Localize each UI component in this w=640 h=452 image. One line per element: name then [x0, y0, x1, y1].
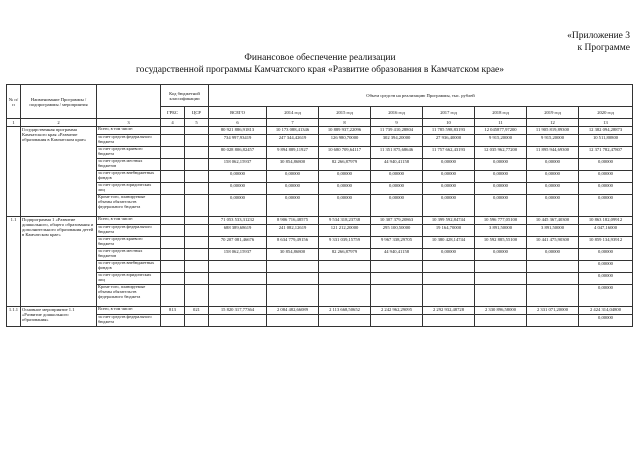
grbs-code	[161, 237, 185, 249]
funding-source-label: за счет средств федерального бюджета	[97, 135, 161, 147]
csr-code	[185, 261, 209, 273]
amount-cell: 0,00000	[475, 183, 527, 195]
header-source	[97, 85, 161, 119]
funding-source-label: за счет средств краевого бюджета	[97, 237, 161, 249]
section-name: Подпрограмма 1 «Развитие дошкольного, общего образования и дополнительного образования детей в Камчатском крае»	[21, 217, 97, 307]
column-number: 1	[7, 119, 21, 127]
amount-cell: 3 891,50000	[527, 225, 579, 237]
amount-cell: 302 394,20000	[371, 135, 423, 147]
amount-cell: 0,00000	[209, 183, 267, 195]
amount-cell: 0,00000	[209, 171, 267, 183]
amount-cell: 0,00000	[527, 195, 579, 217]
appendix-note	[567, 30, 630, 54]
csr-code	[185, 237, 209, 249]
header-2020: 2020 год	[579, 107, 633, 119]
amount-cell: 0,00000	[527, 171, 579, 183]
amount-cell	[319, 273, 371, 285]
funding-source-label: Кроме того, планируемые объемы обязательств федерального бюджета	[97, 195, 161, 217]
amount-cell: 10 380 428,14744	[423, 237, 475, 249]
csr-code	[185, 315, 209, 327]
amount-cell: 9 534 318,23738	[319, 217, 371, 225]
column-number: 3	[97, 119, 161, 127]
amount-cell: 19 164,70000	[423, 225, 475, 237]
grbs-code	[161, 315, 185, 327]
grbs-code	[161, 147, 185, 159]
header-total: ВСЕГО	[209, 107, 267, 119]
amount-cell: 0,00000	[423, 159, 475, 171]
amount-cell: 70 207 081,46676	[209, 237, 267, 249]
amount-cell	[423, 261, 475, 273]
amount-cell: 10 307 379,20863	[371, 217, 423, 225]
amount-cell: 0,00000	[319, 183, 371, 195]
amount-cell: 247 344,42619	[267, 135, 319, 147]
amount-cell	[267, 285, 319, 307]
header-2019: 2019 год	[527, 107, 579, 119]
grbs-code	[161, 159, 185, 171]
amount-cell: 11 739 410,28804	[371, 127, 423, 135]
amount-cell: 10 592 885,55100	[475, 237, 527, 249]
amount-cell: 0,00000	[423, 171, 475, 183]
column-number: 13	[579, 119, 633, 127]
amount-cell	[209, 285, 267, 307]
amount-cell: 10 889 937,22096	[319, 127, 371, 135]
amount-cell	[475, 285, 527, 307]
funding-source-label: Всего, в том числе:	[97, 127, 161, 135]
amount-cell: 0,00000	[475, 249, 527, 261]
amount-cell: 0,00000	[579, 273, 633, 285]
table-row	[7, 315, 633, 327]
amount-cell: 12 045877,97200	[475, 127, 527, 135]
column-number: 5	[185, 119, 209, 127]
funding-source-label: за счет средств федерального бюджета	[97, 315, 161, 327]
amount-cell: 82 266,87979	[319, 249, 371, 261]
grbs-code: 813	[161, 307, 185, 315]
grbs-code	[161, 195, 185, 217]
amount-cell: 0,00000	[371, 183, 423, 195]
amount-cell: 15 820 317,77364	[209, 307, 267, 315]
amount-cell	[527, 273, 579, 285]
amount-cell: 0,00000	[319, 195, 371, 217]
csr-code	[185, 171, 209, 183]
amount-cell	[319, 315, 371, 327]
amount-cell: 0,00000	[209, 195, 267, 217]
table-row	[7, 285, 633, 307]
amount-cell: 0,00000	[579, 261, 633, 273]
amount-cell: 0,00000	[423, 249, 475, 261]
amount-cell: 241 082,12619	[267, 225, 319, 237]
document-title	[0, 52, 640, 76]
amount-cell: 0,00000	[579, 285, 633, 307]
grbs-code	[161, 273, 185, 285]
amount-cell: 2 084 482,66089	[267, 307, 319, 315]
amount-cell	[371, 285, 423, 307]
amount-cell	[475, 261, 527, 273]
amount-cell: 126 980,70000	[319, 135, 371, 147]
table-row	[7, 159, 633, 171]
title-line-2: государственной программы Камчатского края «Развитие образования в Камчатском крае»	[135, 65, 505, 75]
amount-cell: 2 424 314,04800	[579, 307, 633, 315]
csr-code	[185, 135, 209, 147]
appendix-line-2: к Программе	[577, 43, 630, 53]
funding-source-label: за счет средств внебюджетных фондов	[97, 171, 161, 183]
section-number	[7, 127, 21, 217]
amount-cell: 2 292 932,48728	[423, 307, 475, 315]
amount-cell	[267, 273, 319, 285]
grbs-code	[161, 183, 185, 195]
amount-cell: 80 921 886,91813	[209, 127, 267, 135]
amount-cell: 71 053 533,31232	[209, 217, 267, 225]
table-row	[7, 217, 633, 225]
table-row	[7, 237, 633, 249]
title-line-1: Финансовое обеспечение реализации	[244, 53, 396, 63]
amount-cell: 0,00000	[579, 171, 633, 183]
funding-source-label: за счет средств внебюджетных фондов	[97, 261, 161, 273]
amount-cell: 11 785 598,83193	[423, 127, 475, 135]
table-row	[7, 307, 633, 315]
amount-cell: 0,00000	[527, 159, 579, 171]
header-2017: 2017 год	[423, 107, 475, 119]
funding-source-label: за счет средств юридических лиц	[97, 273, 161, 285]
column-number-row	[7, 119, 633, 127]
amount-cell: 0,00000	[579, 159, 633, 171]
column-number: 12	[527, 119, 579, 127]
header-amount: Объем средств на реализацию Программы, тыс. рублей	[209, 85, 633, 107]
amount-cell: 11 895 944,69300	[527, 147, 579, 159]
amount-cell: 158 062,15937	[209, 159, 267, 171]
amount-cell: 2 113 668,50652	[319, 307, 371, 315]
amount-cell: 295 100,50000	[371, 225, 423, 237]
grbs-code	[161, 225, 185, 237]
amount-cell: 10 441 475,90300	[527, 237, 579, 249]
amount-cell	[371, 261, 423, 273]
csr-code	[185, 195, 209, 217]
column-number: 9	[371, 119, 423, 127]
amount-cell	[527, 315, 579, 327]
funding-source-label: за счет средств федерального бюджета	[97, 225, 161, 237]
amount-cell: 0,00000	[579, 195, 633, 217]
amount-cell: 0,00000	[423, 183, 475, 195]
amount-cell: 10 680 709,64117	[319, 147, 371, 159]
amount-cell: 0,00000	[371, 195, 423, 217]
amount-cell: 0,00000	[475, 171, 527, 183]
funding-source-label: за счет средств местных бюджетов	[97, 159, 161, 171]
amount-cell: 9 331 039,15759	[319, 237, 371, 249]
grbs-code	[161, 127, 185, 135]
amount-cell	[209, 315, 267, 327]
csr-code	[185, 159, 209, 171]
amount-cell	[423, 315, 475, 327]
amount-cell: 80 028 806,82457	[209, 147, 267, 159]
funding-source-label: за счет средств местных бюджетов	[97, 249, 161, 261]
csr-code	[185, 273, 209, 285]
column-number: 10	[423, 119, 475, 127]
amount-cell	[319, 285, 371, 307]
amount-cell: 0,00000	[371, 171, 423, 183]
amount-cell: 12 035 962,77200	[475, 147, 527, 159]
amount-cell: 10 859 134,93912	[579, 237, 633, 249]
column-number: 8	[319, 119, 371, 127]
header-2018: 2018 год	[475, 107, 527, 119]
column-number: 7	[267, 119, 319, 127]
amount-cell: 2 242 962,29095	[371, 307, 423, 315]
amount-cell: 82 266,87979	[319, 159, 371, 171]
header-2015: 2015 год	[319, 107, 371, 119]
amount-cell: 27 936,40000	[423, 135, 475, 147]
amount-cell: 12 371 782,47807	[579, 147, 633, 159]
amount-cell: 9 894 889,11927	[267, 147, 319, 159]
grbs-code	[161, 261, 185, 273]
amount-cell	[423, 273, 475, 285]
csr-code	[185, 183, 209, 195]
funding-source-label: за счет средств краевого бюджета	[97, 147, 161, 159]
funding-source-label: за счет средств юридических лиц	[97, 183, 161, 195]
csr-code: 021	[185, 307, 209, 315]
header-2014: 2014 год	[267, 107, 319, 119]
section-number: 1.1.1	[7, 307, 21, 327]
amount-cell: 0,00000	[267, 183, 319, 195]
amount-cell: 121 212,20000	[319, 225, 371, 237]
amount-cell: 734 997,93419	[209, 135, 267, 147]
csr-code	[185, 147, 209, 159]
funding-source-label: Кроме того, планируемые объемы обязательств федерального бюджета	[97, 285, 161, 307]
amount-cell	[371, 273, 423, 285]
table-row	[7, 135, 633, 147]
amount-cell: 44 940,41158	[371, 159, 423, 171]
table-row	[7, 195, 633, 217]
amount-cell	[209, 273, 267, 285]
amount-cell: 2 331 071,20000	[527, 307, 579, 315]
amount-cell	[209, 261, 267, 273]
csr-code	[185, 285, 209, 307]
section-name: Государственная программа Камчатского края «Развитие образования в Камчатском крае»	[21, 127, 97, 217]
section-name: Основное мероприятие 1.1 «Развитие дошкольного образования»	[21, 307, 97, 327]
amount-cell: 0,00000	[527, 249, 579, 261]
header-no: № п/п	[7, 85, 21, 119]
amount-cell	[371, 315, 423, 327]
amount-cell: 0,00000	[267, 195, 319, 217]
amount-cell	[527, 285, 579, 307]
table-row	[7, 249, 633, 261]
header-2016: 2016 год	[371, 107, 423, 119]
amount-cell: 9 967 338,29705	[371, 237, 423, 249]
amount-cell: 11 757 662,43193	[423, 147, 475, 159]
amount-cell: 30 854,86800	[267, 159, 319, 171]
amount-cell	[423, 285, 475, 307]
amount-cell: 11 351 875,68646	[371, 147, 423, 159]
amount-cell: 10 399 592,84744	[423, 217, 475, 225]
amount-cell	[267, 261, 319, 273]
amount-cell: 0,00000	[475, 159, 527, 171]
amount-cell: 44 940,41158	[371, 249, 423, 261]
amount-cell: 4 047,16000	[579, 225, 633, 237]
csr-code	[185, 127, 209, 135]
header-name: Наименование Программы / подпрограммы / мероприятия	[21, 85, 97, 119]
amount-cell: 11 905 819,89300	[527, 127, 579, 135]
amount-cell: 10 173 088,41346	[267, 127, 319, 135]
column-number: 11	[475, 119, 527, 127]
amount-cell	[475, 315, 527, 327]
amount-cell	[527, 261, 579, 273]
appendix-line-1: «Приложение 3	[567, 31, 630, 41]
table-row	[7, 273, 633, 285]
amount-cell: 9 915,20000	[527, 135, 579, 147]
csr-code	[185, 225, 209, 237]
grbs-code	[161, 285, 185, 307]
amount-cell: 8 634 779,49156	[267, 237, 319, 249]
amount-cell: 2 330 896,58000	[475, 307, 527, 315]
amount-cell: 10 863 182,09912	[579, 217, 633, 225]
amount-cell: 10 596 777,05100	[475, 217, 527, 225]
funding-source-label: Всего, в том числе:	[97, 307, 161, 315]
table-row	[7, 261, 633, 273]
csr-code	[185, 249, 209, 261]
table-row	[7, 127, 633, 135]
amount-cell	[319, 261, 371, 273]
amount-cell: 12 382 094,28873	[579, 127, 633, 135]
amount-cell	[267, 315, 319, 327]
table-row	[7, 183, 633, 195]
amount-cell: 30 854,86800	[267, 249, 319, 261]
table-row	[7, 171, 633, 183]
amount-cell	[475, 273, 527, 285]
amount-cell: 688 389,68619	[209, 225, 267, 237]
funding-source-label: Всего, в том числе:	[97, 217, 161, 225]
table-row	[7, 147, 633, 159]
amount-cell: 9 915,20000	[475, 135, 527, 147]
grbs-code	[161, 171, 185, 183]
amount-cell: 0,00000	[423, 195, 475, 217]
amount-cell: 10 511,80800	[579, 135, 633, 147]
header-grbs: ГРБС	[161, 107, 185, 119]
column-number: 2	[21, 119, 97, 127]
column-number: 6	[209, 119, 267, 127]
amount-cell: 158 062,15937	[209, 249, 267, 261]
table-row	[7, 225, 633, 237]
amount-cell: 0,00000	[579, 183, 633, 195]
amount-cell: 0,00000	[267, 171, 319, 183]
amount-cell: 0,00000	[579, 249, 633, 261]
amount-cell: 0,00000	[475, 195, 527, 217]
grbs-code	[161, 135, 185, 147]
header-csr: ЦСР	[185, 107, 209, 119]
section-number: 1.1	[7, 217, 21, 307]
amount-cell: 8 906 716,48575	[267, 217, 319, 225]
amount-cell: 0,00000	[527, 183, 579, 195]
grbs-code	[161, 217, 185, 225]
header-code: Код бюджетной классификации	[161, 85, 209, 107]
grbs-code	[161, 249, 185, 261]
financing-table	[6, 84, 633, 327]
amount-cell: 3 891,50000	[475, 225, 527, 237]
column-number: 4	[161, 119, 185, 127]
amount-cell: 10 445 367,40300	[527, 217, 579, 225]
amount-cell: 0,00000	[319, 171, 371, 183]
amount-cell: 0,00000	[579, 315, 633, 327]
csr-code	[185, 217, 209, 225]
